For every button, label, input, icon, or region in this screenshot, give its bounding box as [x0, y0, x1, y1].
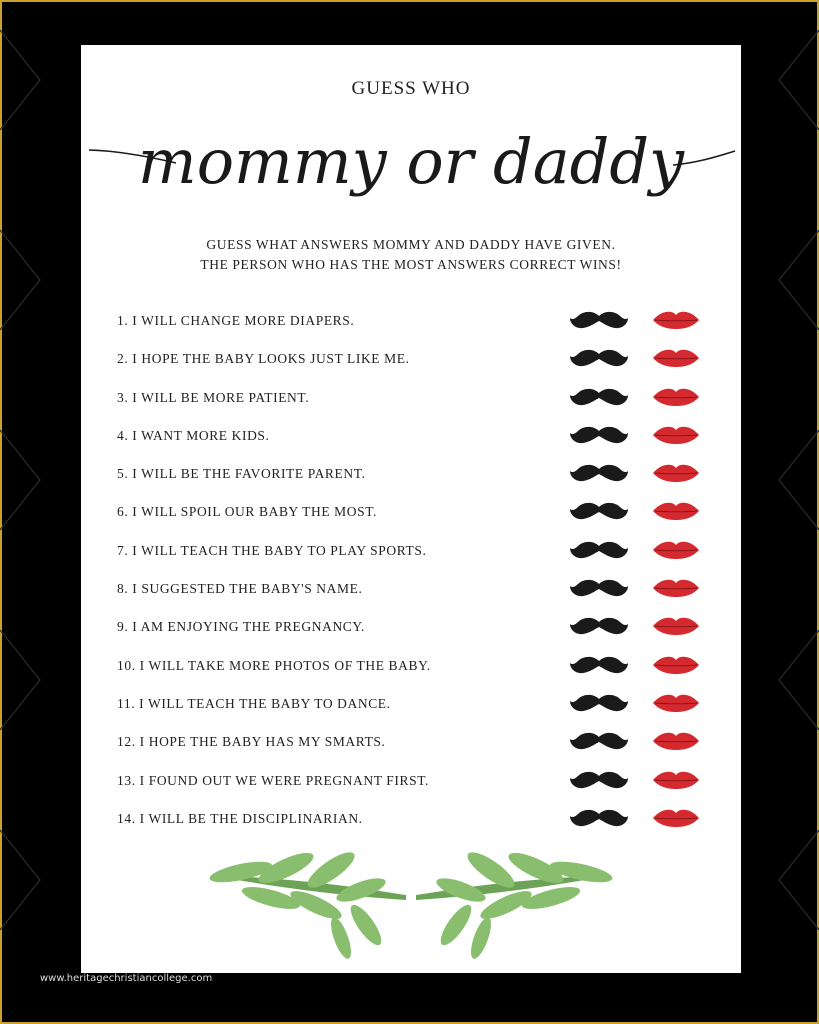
question-row: [117, 575, 717, 613]
lips-icon[interactable]: [651, 692, 701, 718]
mustache-icon[interactable]: [569, 424, 629, 450]
lips-icon[interactable]: [651, 577, 701, 603]
title-flourish: [81, 105, 741, 215]
lips-icon[interactable]: [651, 309, 701, 335]
page-title: mommy or daddy: [137, 125, 685, 198]
question-list: [117, 307, 717, 843]
question-row: [117, 307, 717, 345]
question-text: 13. I FOUND OUT WE WERE PREGNANT FIRST.: [117, 772, 430, 788]
lips-icon[interactable]: [651, 424, 701, 450]
game-card: [81, 45, 741, 973]
lips-icon[interactable]: [651, 386, 701, 412]
question-row: [117, 690, 717, 728]
question-row: [117, 460, 717, 498]
question-row: [117, 384, 717, 422]
mustache-icon[interactable]: [569, 500, 629, 526]
question-row: [117, 537, 717, 575]
question-row: [117, 422, 717, 460]
mustache-icon[interactable]: [569, 309, 629, 335]
lips-icon[interactable]: [651, 769, 701, 795]
olive-leaves-icon: [201, 850, 621, 970]
mustache-icon[interactable]: [569, 692, 629, 718]
question-row: [117, 728, 717, 766]
lips-icon[interactable]: [651, 730, 701, 756]
question-text: 8. I SUGGESTED THE BABY'S NAME.: [117, 581, 363, 597]
question-text: 1. I WILL CHANGE MORE DIAPERS.: [117, 313, 355, 328]
mustache-icon[interactable]: [569, 462, 629, 488]
instructions-line-1: GUESS WHAT ANSWERS MOMMY AND DADDY HAVE GIVEN.: [206, 237, 616, 252]
mustache-icon[interactable]: [569, 386, 629, 412]
question-row: [117, 345, 717, 383]
lips-icon[interactable]: [651, 807, 701, 833]
mustache-icon[interactable]: [569, 539, 629, 565]
mustache-icon[interactable]: [569, 654, 629, 680]
question-text: 7. I WILL TEACH THE BABY TO PLAY SPORTS.: [117, 542, 427, 558]
question-row: [117, 805, 717, 843]
lips-icon[interactable]: [651, 539, 701, 565]
question-text: 14. I WILL BE THE DISCIPLINARIAN.: [117, 810, 363, 826]
question-row: [117, 613, 717, 651]
question-text: 2. I HOPE THE BABY LOOKS JUST LIKE ME.: [117, 351, 410, 367]
instructions: [81, 235, 741, 275]
question-text: 9. I AM ENJOYING THE PREGNANCY.: [117, 619, 365, 635]
question-text: 12. I HOPE THE BABY HAS MY SMARTS.: [117, 734, 386, 750]
question-text: 5. I WILL BE THE FAVORITE PARENT.: [117, 466, 366, 482]
mustache-icon[interactable]: [569, 577, 629, 603]
question-text: 3. I WILL BE MORE PATIENT.: [117, 389, 310, 405]
lips-icon[interactable]: [651, 347, 701, 373]
lips-icon[interactable]: [651, 462, 701, 488]
question-text: 6. I WILL SPOIL OUR BABY THE MOST.: [117, 504, 378, 520]
mustache-icon[interactable]: [569, 730, 629, 756]
question-text: 10. I WILL TAKE MORE PHOTOS OF THE BABY.: [117, 657, 431, 673]
question-row: [117, 498, 717, 536]
kicker-heading: GUESS WHO: [351, 78, 471, 99]
question-row: [117, 767, 717, 805]
lips-icon[interactable]: [651, 654, 701, 680]
question-text: 4. I WANT MORE KIDS.: [117, 427, 270, 443]
mustache-icon[interactable]: [569, 615, 629, 641]
lips-icon[interactable]: [651, 500, 701, 526]
lips-icon[interactable]: [651, 615, 701, 641]
instructions-line-2: THE PERSON WHO HAS THE MOST ANSWERS CORRECT WINS!: [200, 257, 622, 272]
mustache-icon[interactable]: [569, 769, 629, 795]
title-block: [81, 105, 741, 215]
watermark: www.heritagechristiancollege.com: [40, 973, 213, 984]
mustache-icon[interactable]: [569, 807, 629, 833]
mustache-icon[interactable]: [569, 347, 629, 373]
question-row: [117, 652, 717, 690]
question-text: 11. I WILL TEACH THE BABY TO DANCE.: [117, 695, 391, 711]
